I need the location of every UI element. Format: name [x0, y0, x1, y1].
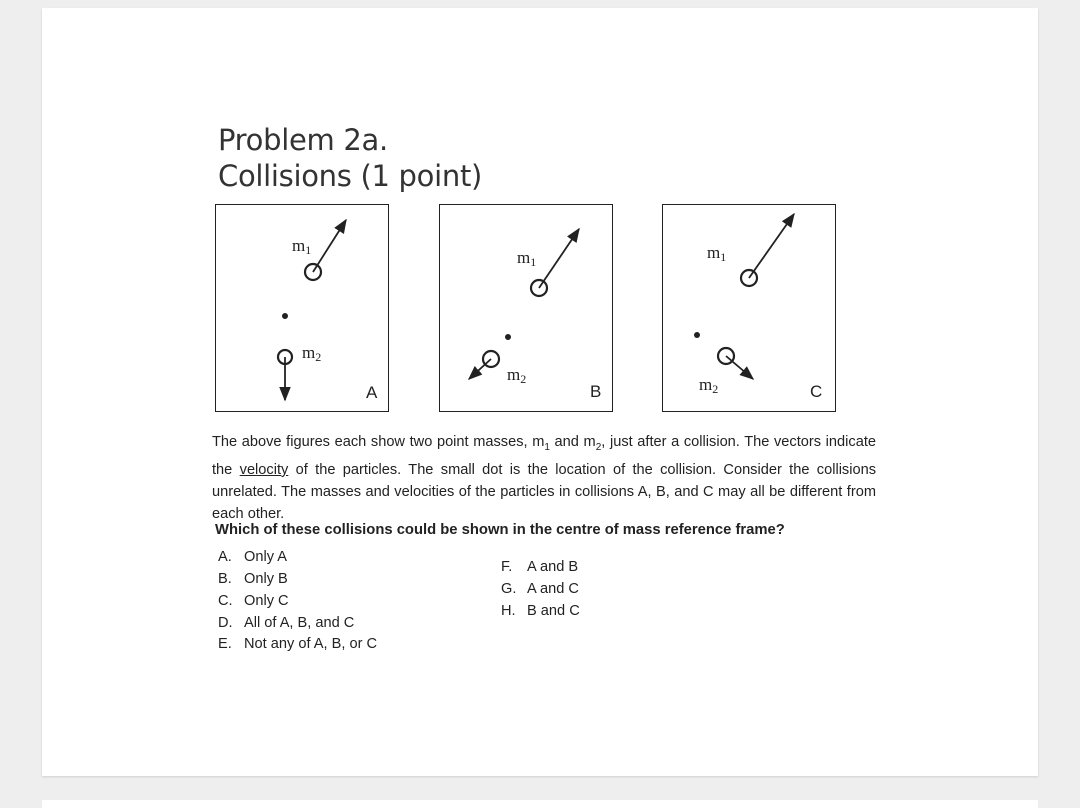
option-a: A. Only A: [218, 549, 287, 565]
mass-2-velocity-arrow: [726, 356, 753, 379]
option-f: F. A and B: [501, 559, 579, 575]
figure-a: [215, 204, 389, 412]
title-line-1: Problem 2a.: [218, 123, 388, 157]
question-text: Which of these collisions could be shown in the centre of mass reference frame?: [215, 522, 785, 538]
mass-1-label: $m_1$: [517, 248, 537, 269]
problem-description: The above figures each show two point masses, $m_1$ and $m_2$, just after a collision. The vectors indicate the velocity of the particles. The small dot is the location of the collision. Consider the collisions unrelated. The masses and velocities of the particles in collisions A, B, and C may all be different from each other.: [212, 434, 876, 522]
figure-letter: C: [810, 382, 823, 401]
mass-1-velocity-arrow: [313, 220, 346, 272]
collision-dot: [694, 332, 700, 338]
collision-dot: [505, 334, 511, 340]
option-b: B. Only B: [218, 571, 288, 587]
option-g: G. A and C: [501, 581, 579, 597]
mass-1-label: $m_1$: [292, 236, 312, 257]
mass-1-velocity-arrow: [749, 214, 794, 278]
mass-2-label: $m_2$: [507, 365, 527, 386]
next-page-edge: [42, 800, 1038, 808]
mass-2-label: $m_2$: [302, 343, 322, 364]
option-e: E. Not any of A, B, or C: [218, 636, 378, 652]
title-line-2: Collisions (1 point): [218, 159, 483, 193]
figure-b: [439, 204, 613, 412]
velocity-emphasis: velocity: [239, 461, 289, 478]
option-d: D. All of A, B, and C: [218, 615, 355, 631]
figure-b-diagram: [440, 205, 614, 413]
mass-2-label: $m_2$: [699, 375, 719, 396]
mass-1-label: $m_1$: [707, 243, 727, 264]
option-c: C. Only C: [218, 593, 289, 609]
problem-title: [218, 122, 482, 194]
mass-1-velocity-arrow: [539, 229, 579, 288]
figure-letter: B: [590, 382, 602, 401]
figure-letter: A: [366, 383, 378, 402]
figure-c: [662, 204, 836, 412]
collision-dot: [282, 313, 288, 319]
option-h: H. B and C: [501, 603, 580, 619]
mass-2-velocity-arrow: [469, 359, 491, 379]
